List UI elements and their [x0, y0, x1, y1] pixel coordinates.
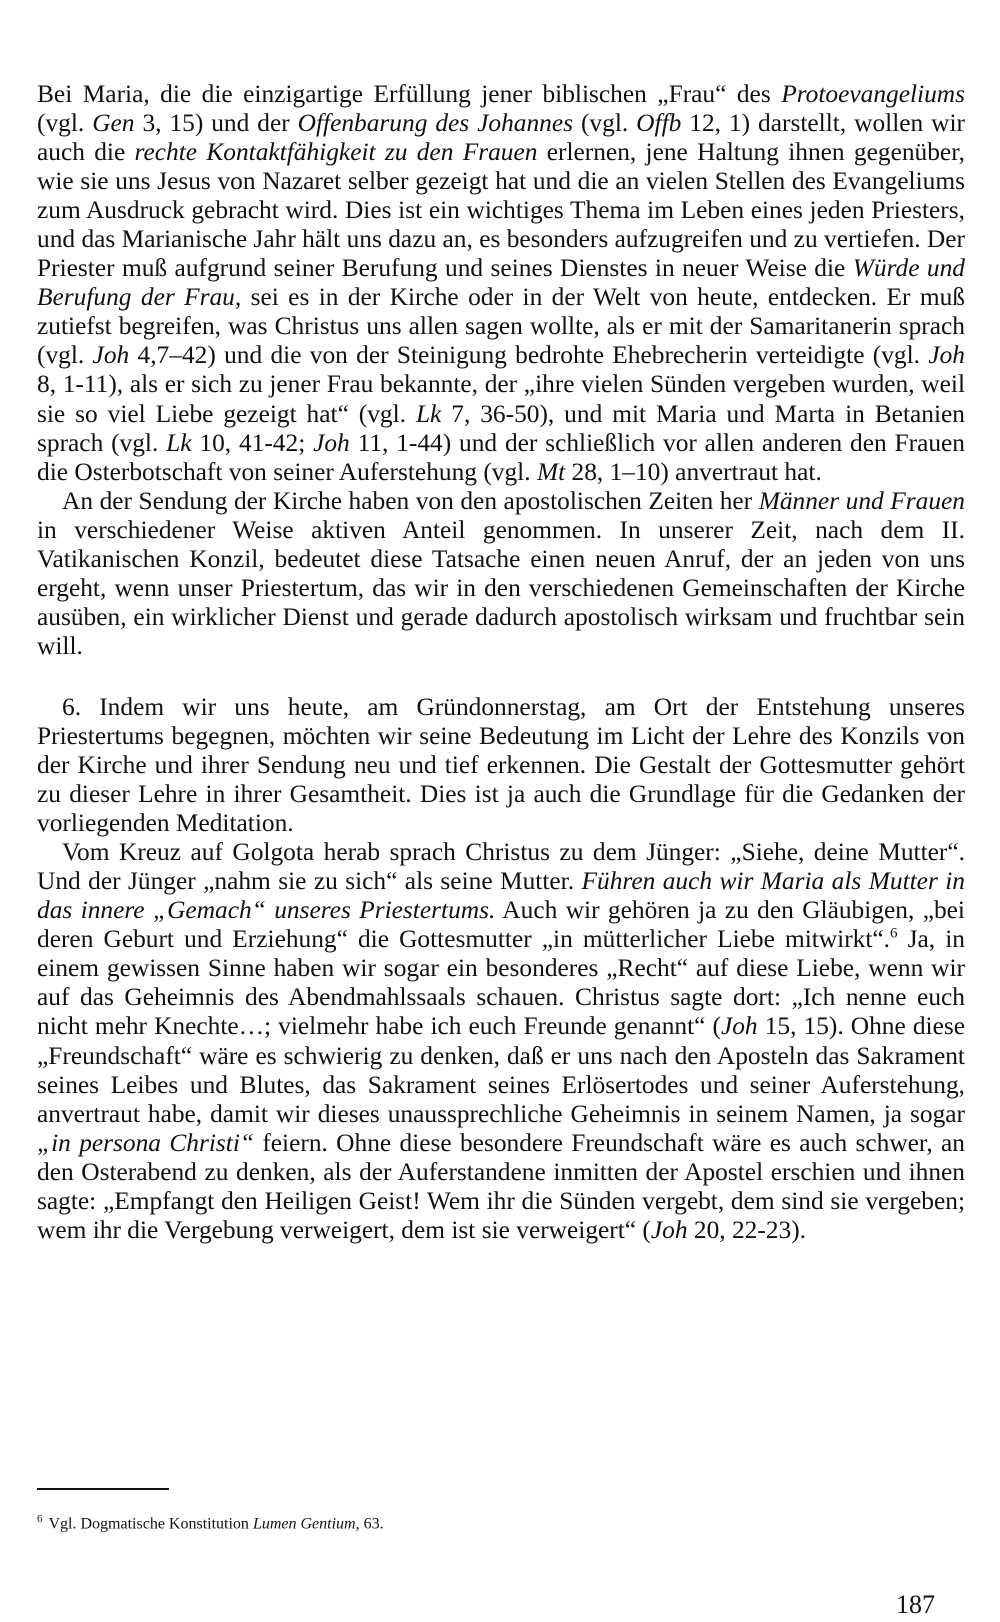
footnote-title: Lumen Gentium, — [252, 1515, 360, 1533]
text-run: sei es in der Kirche oder in der Welt von heute, entdecken. Er muß zutiefst begreifen, was Christus uns allen sagen wollte, als er mit der Samaritanerin sprach (vgl. — [37, 283, 965, 370]
italic-text: „in persona Christi“ — [37, 1128, 254, 1157]
italic-text: Protoevangeliums — [781, 80, 965, 108]
text-run: 4,7–42) und die von der Steinigung bedrohte Ehebrecherin verteidigte (vgl. — [129, 341, 929, 370]
italic-text: Joh — [313, 428, 350, 457]
text-run: 3, 15) und der — [134, 109, 298, 138]
footnote-marker: 6 — [37, 1513, 43, 1525]
footnote-divider — [37, 1488, 169, 1490]
italic-text: Offb — [636, 109, 682, 138]
text-run: Vom Kreuz auf Golgota herab sprach Christus zu dem Jünger: „Siehe, deine Mutter“. Und der Jünger „nahm sie zu sich“ als seine Mutter. — [37, 838, 965, 896]
text-run: 20, 22-23). — [687, 1215, 807, 1244]
footnote-reference: 6 — [890, 925, 898, 942]
italic-text: rechte Kontaktfähigkeit zu den Frauen — [134, 138, 538, 167]
italic-text: Würde und Berufung der Frau, — [37, 254, 966, 312]
italic-text: Joh — [720, 1012, 758, 1041]
paragraph-1 — [37, 80, 965, 487]
text-run: Ja, in einem gewissen Sinne haben wir sogar ein besonderes „Recht“ auf diese Liebe, wenn wir auf das Geheimnis des Abendmahlssaals schauen. Christus sagte dort: „Ich nenne euch nicht mehr Knechte…; vielmehr habe ich euch Freunde genannt“ ( — [37, 925, 965, 1041]
text-run: (vgl. — [37, 109, 93, 138]
italic-text: Joh — [650, 1215, 688, 1244]
italic-text: Lk — [415, 399, 442, 428]
text-run: 11, 1-44) und der schließlich vor allen anderen den Frauen die Osterbotschaft von seiner Auferstehung (vgl. — [37, 428, 965, 486]
italic-text: Lk — [166, 428, 192, 457]
text-run: 8, 1-11), als er sich zu jener Frau bekannte, der „ihre vielen Sünden vergeben wurden, weil sie so viel Liebe gezeigt hat“ (vgl. — [37, 370, 965, 428]
text-run: 7, 36-50), und mit Maria und Marta in Betanien sprach (vgl. — [37, 399, 965, 457]
text-run: An der Sendung der Kirche haben von den apostolischen Zeiten her — [62, 486, 759, 515]
text-run: 12, 1) darstellt, wollen wir auch die — [37, 109, 965, 167]
text-run: 15, 15). Ohne diese „Freundschaft“ wäre es schwierig zu denken, daß er uns nach den Aposteln das Sakrament seines Leibes und Blutes, das Sakrament seines Erlösertodes und seiner Auferstehung, anvertraut habe, damit wir dieses unaussprechliche Geheimnis in seinem Namen, ja sogar — [37, 1012, 965, 1128]
text-run: Auch wir gehören ja zu den Gläubigen, „bei deren Geburt und Erziehung“ die Gottesmutter „in mütterlicher Liebe mitwirkt“. — [37, 896, 965, 954]
italic-text: Joh — [92, 341, 130, 370]
document-page — [37, 80, 966, 1619]
paragraph-section-6 — [37, 693, 965, 838]
text-run: 10, 41-42; — [191, 428, 314, 457]
text-run: (vgl. — [573, 109, 637, 138]
footnote-text: Vgl. Dogmatische Konstitution — [48, 1515, 253, 1533]
footnote-text-end: 63. — [359, 1515, 384, 1533]
paragraph-2 — [37, 487, 965, 661]
footnote — [37, 1509, 937, 1534]
text-run: feiern. Ohne diese besondere Freundschaft wäre es auch schwer, an den Osterabend zu denken, als der Auferstandene inmitten der Apostel erschien und ihnen sagte: „Empfangt den Heiligen Geist! Wem ihr die Sünden vergebt, dem sind sie vergeben; wem ihr die Vergebung verweigert, dem ist sie verweigert“ ( — [37, 1128, 965, 1244]
italic-text: Offenbarung des Johannes — [297, 109, 574, 138]
italic-text: Gen — [92, 109, 135, 138]
text-run: 28, 1–10) anvertraut hat. — [565, 457, 822, 486]
text-run: in verschiedener Weise aktiven Anteil genommen. In unserer Zeit, nach dem II. Vatikanischen Konzil, bedeutet diese Tatsache einen neuen Anruf, der an jeden von uns ergeht, wenn unser Priestertum, das wir in den verschiedenen Gemeinschaften der Kirche ausüben, ein wirklicher Dienst und gerade dadurch apostolisch wirksam und fruchtbar sein will. — [37, 515, 965, 660]
page-number: 187 — [896, 1590, 935, 1619]
italic-text: Mt — [536, 457, 566, 486]
text-run: Bei Maria, die die einzigartige Erfüllung jener biblischen „Frau“ des — [37, 80, 782, 108]
italic-text: Joh — [928, 341, 965, 370]
italic-text: Führen auch wir Maria als Mutter in das innere „Gemach“ unseres Priestertums. — [37, 867, 965, 925]
italic-text: Männer und Frauen — [758, 486, 965, 515]
text-run: erlernen, jene Haltung ihnen gegenüber, wie sie uns Jesus von Nazaret selber gezeigt hat und die an vielen Stellen des Evangeliums zum Ausdruck gebracht wird. Dies ist ein wichtiges Thema im Leben eines jeden Priesters, und das Marianische Jahr hält uns dazu an, es besonders aufzugreifen und zu vertiefen. Der Priester muß aufgrund seiner Berufung und seines Dienstes in neuer Weise die — [37, 138, 965, 283]
text-run: 6. Indem wir uns heute, am Gründonnerstag, am Ort der Entstehung unseres Priestertums begegnen, möchten wir seine Bedeutung im Licht der Lehre des Konzils von der Kirche und ihrer Sendung neu und tief erkennen. Die Gestalt der Gottesmutter gehört zu dieser Lehre in ihrer Gesamtheit. Dies ist ja auch die Grundlage für die Gedanken der vorliegenden Meditation. — [37, 692, 965, 838]
paragraph-gap — [37, 661, 965, 693]
paragraph-4 — [37, 838, 965, 1245]
